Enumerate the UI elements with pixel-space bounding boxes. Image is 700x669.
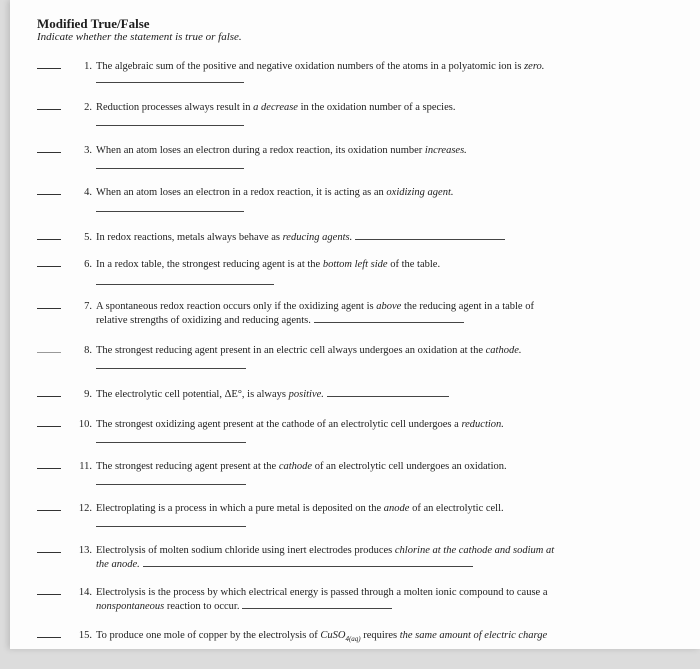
question-6: 6. In a redox table, the strongest reducing agent is at the bottom left side of the table. <box>10 258 700 298</box>
answer-blank-12[interactable] <box>37 510 61 511</box>
question-11: 11. The strongest reducing agent present at the cathode of an electrolytic cell undergoes an oxidation. <box>10 460 700 500</box>
instructions: Indicate whether the statement is true or false. <box>37 31 242 43</box>
correction-line-12[interactable] <box>96 526 246 527</box>
answer-blank-13[interactable] <box>37 552 61 553</box>
answer-blank-3[interactable] <box>37 152 61 153</box>
answer-blank-5[interactable] <box>37 239 61 240</box>
answer-blank-8[interactable] <box>37 352 61 353</box>
question-2: 2. Reduction processes always result in a decrease in the oxidation number of a species. <box>10 101 700 141</box>
question-14: 14. Electrolysis is the process by which electrical energy is passed through a molten ionic compound to cause a nonspontaneous reaction to occur. <box>10 586 700 626</box>
answer-blank-4[interactable] <box>37 194 61 195</box>
question-13: 13. Electrolysis of molten sodium chloride using inert electrodes produces chlorine at the cathode and sodium at the anode. <box>10 544 700 584</box>
answer-blank-2[interactable] <box>37 109 61 110</box>
answer-blank-1[interactable] <box>37 68 61 69</box>
answer-blank-15[interactable] <box>37 637 61 638</box>
answer-blank-11[interactable] <box>37 468 61 469</box>
question-3: 3. When an atom loses an electron during a redox reaction, its oxidation number increases. <box>10 144 700 184</box>
correction-line-2[interactable] <box>96 125 244 126</box>
answer-blank-14[interactable] <box>37 594 61 595</box>
question-4: 4. When an atom loses an electron in a redox reaction, it is acting as an oxidizing agent. <box>10 186 700 226</box>
answer-blank-10[interactable] <box>37 426 61 427</box>
question-5: 5. In redox reactions, metals always behave as reducing agents. <box>10 231 700 271</box>
correction-line-1[interactable] <box>96 82 244 83</box>
question-8: 8. The strongest reducing agent present in an electric cell always undergoes an oxidation at the cathode. <box>10 344 700 384</box>
correction-line-11[interactable] <box>96 484 246 485</box>
correction-line-13[interactable] <box>143 566 473 567</box>
correction-line-10[interactable] <box>96 442 246 443</box>
section-title: Modified True/False <box>37 16 150 31</box>
correction-line-8[interactable] <box>96 368 246 369</box>
question-7: 7. A spontaneous redox reaction occurs only if the oxidizing agent is above the reducing agent in a table of relative strengths of oxidizing and reducing agents. <box>10 300 700 340</box>
question-15: 15. To produce one mole of copper by the electrolysis of CuSO$_{4(aq)}$ requires the same amount of electric charge <box>10 629 700 669</box>
correction-line-5[interactable] <box>355 239 505 240</box>
correction-line-4[interactable] <box>96 211 244 212</box>
correction-line-14[interactable] <box>242 608 392 609</box>
correction-line-3[interactable] <box>96 168 244 169</box>
correction-line-9[interactable] <box>327 396 449 397</box>
question-12: 12. Electroplating is a process in which a pure metal is deposited on the anode of an electrolytic cell. <box>10 502 700 542</box>
question-10: 10. The strongest oxidizing agent present at the cathode of an electrolytic cell undergoes a reduction. <box>10 418 700 458</box>
worksheet-page <box>10 0 700 649</box>
answer-blank-9[interactable] <box>37 396 61 397</box>
correction-line-7[interactable] <box>314 322 464 323</box>
answer-blank-6[interactable] <box>37 266 61 267</box>
question-9: 9. The electrolytic cell potential, ΔE°, is always positive. <box>10 388 700 428</box>
correction-line-6[interactable] <box>96 284 274 285</box>
question-1: 1. The algebraic sum of the positive and negative oxidation numbers of the atoms in a polyatomic ion is zero. <box>10 60 700 100</box>
answer-blank-7[interactable] <box>37 308 61 309</box>
copper-sulfate-formula: CuSO$_{4(aq)}$ <box>320 630 361 644</box>
